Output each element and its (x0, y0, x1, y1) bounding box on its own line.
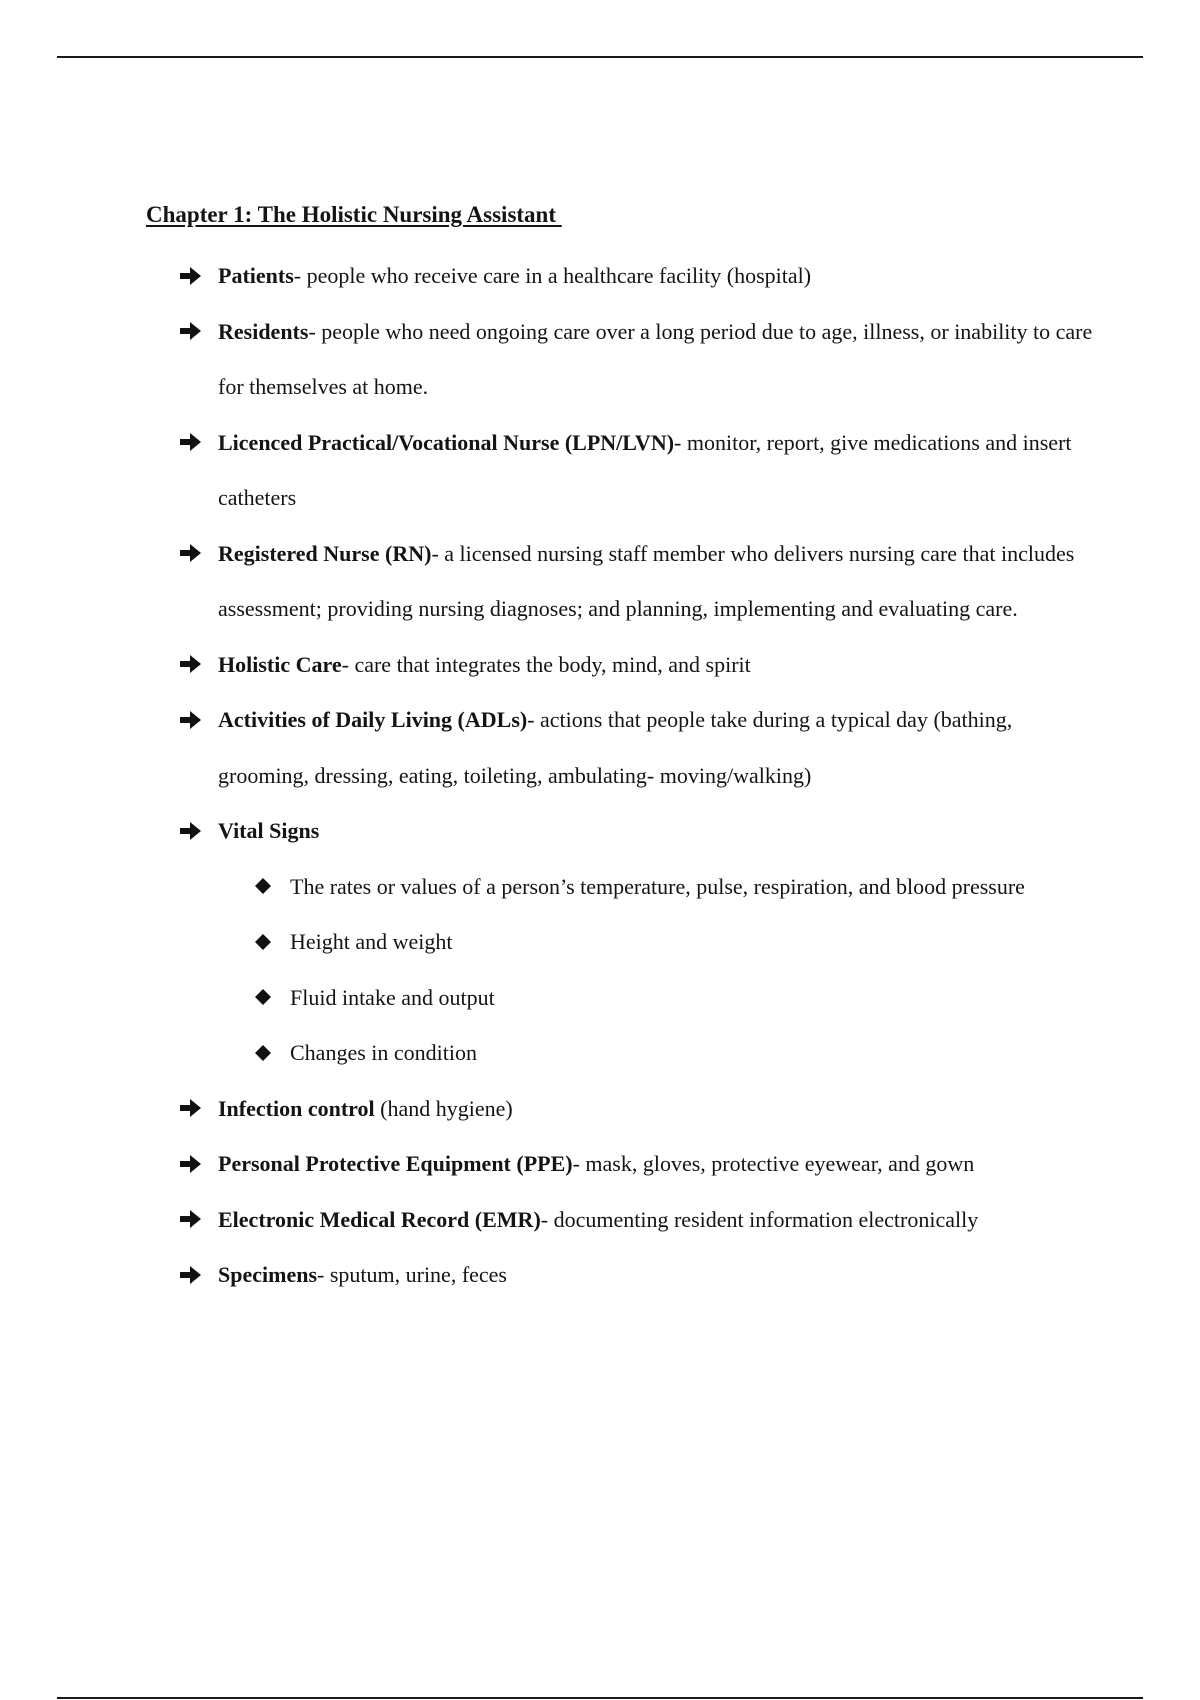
definition: (hand hygiene) (374, 1095, 513, 1121)
term: Holistic Care (218, 651, 342, 677)
definition-list (146, 248, 1106, 1303)
term: Personal Protective Equipment (PPE) (218, 1151, 573, 1176)
page-content (146, 196, 1106, 1303)
sub-item-text: The rates or values of a person’s temperature, pulse, respiration, and blood pressure (290, 873, 1025, 899)
definition: - people who need ongoing care over a long period due to age, illness, or inability to care for themselves at home. (218, 318, 1093, 399)
term: Residents (218, 318, 309, 344)
definition: - documenting resident information electronically (540, 1206, 979, 1232)
arrow-bullet-icon (180, 415, 206, 471)
list-item-residents (146, 304, 1106, 415)
definition: - a licensed nursing staff member who delivers nursing care that includes assessment; providing nursing diagnoses; and planning, implementing and evaluating care. (218, 540, 1075, 621)
arrow-bullet-icon (180, 304, 206, 360)
term: Vital Signs (218, 818, 320, 843)
list-item-holistic-care (146, 637, 1106, 693)
term: Activities of Daily Living (ADLs) (218, 707, 528, 732)
list-item-ppe (146, 1136, 1106, 1192)
list-item-registered-nurse (146, 526, 1106, 637)
definition: - people who receive care in a healthcare facility (hospital) (293, 263, 812, 288)
arrow-bullet-icon (180, 526, 206, 582)
chapter-title: Chapter 1: The Holistic Nursing Assistant (146, 202, 562, 227)
arrow-bullet-icon (180, 803, 206, 859)
list-item-specimens (146, 1247, 1106, 1303)
list-item-vital-signs (146, 803, 1106, 1081)
diamond-bullet-icon (255, 859, 275, 915)
top-rule (57, 56, 1143, 58)
arrow-bullet-icon (180, 1136, 206, 1192)
term: Registered Nurse (RN) (218, 540, 432, 566)
definition: - monitor, report, give medications and insert catheters (218, 429, 1072, 510)
term: Licenced Practical/Vocational Nurse (LPN/LVN) (218, 429, 675, 455)
arrow-bullet-icon (180, 637, 206, 693)
term: Electronic Medical Record (EMR) (218, 1206, 541, 1232)
arrow-bullet-icon (180, 1247, 206, 1303)
arrow-bullet-icon (180, 692, 206, 748)
arrow-bullet-icon (180, 1081, 206, 1137)
definition: - actions that people take during a typical day (bathing, grooming, dressing, eating, toileting, ambulating- moving/walking) (218, 707, 1013, 788)
sub-item-text: Height and weight (290, 929, 453, 954)
vital-signs-sublist (218, 859, 1106, 1081)
definition: - mask, gloves, protective eyewear, and gown (572, 1151, 975, 1176)
list-item-emr (146, 1192, 1106, 1248)
sub-list-item (218, 859, 1106, 915)
diamond-bullet-icon (255, 970, 275, 1026)
list-item-lpn-lvn (146, 415, 1106, 526)
sub-item-text: Fluid intake and output (290, 984, 495, 1010)
sub-list-item (218, 1025, 1106, 1081)
arrow-bullet-icon (180, 248, 206, 304)
diamond-bullet-icon (255, 1025, 275, 1081)
list-item-infection-control (146, 1081, 1106, 1137)
definition: - care that integrates the body, mind, and spirit (341, 651, 751, 677)
list-item-adls (146, 692, 1106, 803)
sub-list-item (218, 914, 1106, 970)
term: Specimens (218, 1262, 317, 1287)
term: Patients (218, 263, 294, 288)
term: Infection control (218, 1095, 375, 1121)
diamond-bullet-icon (255, 914, 275, 970)
sub-item-text: Changes in condition (290, 1040, 477, 1065)
arrow-bullet-icon (180, 1192, 206, 1248)
sub-list-item (218, 970, 1106, 1026)
definition: - sputum, urine, feces (317, 1262, 507, 1287)
list-item-patients (146, 248, 1106, 304)
bottom-rule (57, 1697, 1143, 1699)
